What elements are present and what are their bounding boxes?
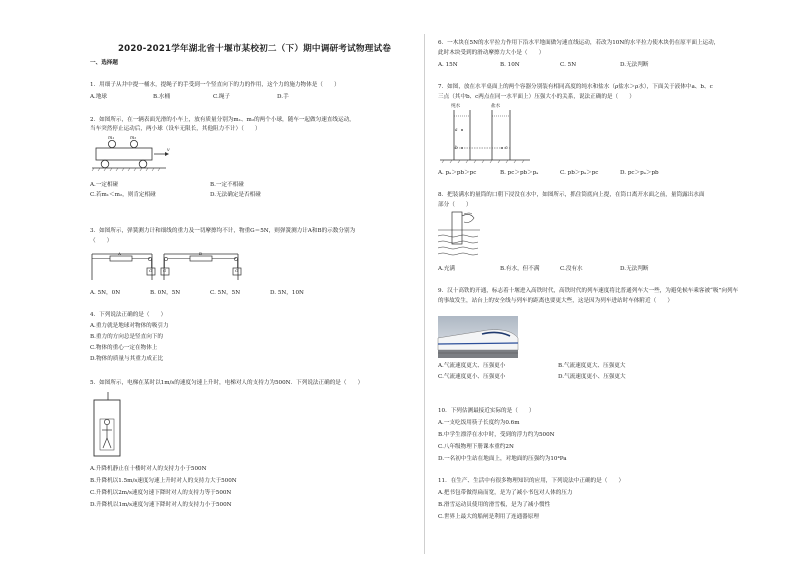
- q7-option-a: A. pₐ＞pb＞pc: [438, 170, 477, 176]
- column-divider: [424, 34, 425, 554]
- q5-elevator-diagram: [92, 392, 124, 460]
- q1-option-c: C.绳子: [213, 94, 231, 100]
- q8-option-c: C.没有水: [560, 266, 583, 272]
- q4-option-a: A.重力就是地球对物体的吸引力: [90, 323, 169, 329]
- q2-cart-diagram: [92, 138, 172, 180]
- q7-option-b: B. pc＞pb＞pₐ: [500, 170, 539, 176]
- q11-option-c: C.世界上最大的船闸是利用了连通器原理: [438, 514, 539, 520]
- q8-stem-line2: 部分（ ）: [438, 202, 472, 208]
- q4-option-c: C.物体的重心一定在物体上: [90, 345, 158, 351]
- q6-stem-line2: 此时木块受到的滑动摩擦力大小是（ ）: [438, 50, 545, 56]
- page-title: 2020-2021学年湖北省十堰市某校初二（下）期中调研考试物理试卷: [118, 44, 392, 54]
- q10-option-d: D.一名初中生站在地面上，对地面的压强约为10⁴Pa: [438, 456, 567, 462]
- q10-option-a: A.一支吃饭用筷子长度约为0.6m: [438, 420, 520, 426]
- q3-stem-line2: （ ）: [90, 238, 113, 244]
- q2-option-a: A.一定相碰: [90, 182, 119, 188]
- q3-option-b: B. 0N，5N: [150, 290, 181, 296]
- q7-option-c: C. pb＞pₐ＞pc: [560, 170, 599, 176]
- q3-label-a: A: [118, 251, 121, 256]
- q4-stem: 4．下列说法正确的是（ ）: [90, 312, 167, 318]
- q2-label-v: v: [167, 148, 170, 153]
- q6-option-b: B. 10N: [500, 62, 520, 68]
- q8-option-a: A.充满: [438, 266, 456, 272]
- q8-cylinder-in-water-diagram: [438, 210, 482, 260]
- q3-label-b: B: [199, 251, 202, 256]
- q3-option-d: D. 5N，10N: [270, 290, 304, 296]
- q5-stem: 5．如图所示，电梯在某时以1m/s的速度匀速上升时，电梯对人的支持力为500N．下列说法正确的是（ ）: [90, 380, 364, 386]
- q2-option-d: D.无法确定是否相碰: [210, 192, 261, 198]
- q11-stem: 11．在生产、生活中有很多物理知识的应用，下列说法中正确的是（ ）: [438, 478, 625, 484]
- q1-option-d: D.手: [277, 94, 289, 100]
- q7-label-salt-water: 盐水: [491, 104, 501, 109]
- q8-option-b: B.有水，但不满: [500, 266, 540, 272]
- q9-option-a: A.气流速度更大、压强更小: [438, 363, 506, 369]
- q9-option-b: B.气流速度更大、压强更大: [558, 363, 626, 369]
- q7-label-c: c: [505, 145, 508, 150]
- q3-option-a: A. 5N，0N: [90, 290, 121, 296]
- q10-stem: 10．下列估测最接近实际的是（ ）: [438, 408, 535, 414]
- q5-option-b: B.升降机以1.5m/s速度匀速上升时对人的支持力大于500N: [90, 478, 237, 484]
- q8-stem-line1: 8．把装满水的量筒的口朝下浸没在水中，如图所示，抓住筒底向上提，在筒口离开水面之前，量筒露出水面: [438, 192, 705, 198]
- q4-option-b: B.重力的方向总是竖直向下的: [90, 334, 164, 340]
- section-heading: 一、选择题: [90, 60, 118, 66]
- q2-stem-line2: 当车突然停止运动后，两小球（设车无限长，其他阻力不计）（ ）: [90, 126, 261, 132]
- q7-label-b: b: [455, 145, 458, 150]
- q1-option-a: A.地球: [90, 94, 108, 100]
- q9-stem-line2: 的事故发生，站台上的安全线与列车的距离也要更大些，这是因为列车进站时车体附近（ ）: [438, 298, 673, 304]
- q3-label-g3: G: [235, 268, 239, 273]
- q10-option-b: B.中学生漂浮在水中时，受到的浮力约为500N: [438, 432, 555, 438]
- q7-label-pure-water: 纯水: [451, 104, 461, 109]
- q2-label-m1: m₁: [108, 136, 115, 141]
- q2-option-c: C.若m₁＜m₂，则肯定相碰: [90, 192, 156, 198]
- q5-option-a: A.升降机静止在十楼时对人的支持力小于500N: [90, 466, 207, 472]
- q6-option-d: D.无法判断: [620, 62, 649, 68]
- q10-option-c: C.八年级物理下册课本重约2N: [438, 444, 514, 450]
- q3-label-g2: G: [163, 268, 167, 273]
- q4-option-d: D.物体的质量与其重力成正比: [90, 356, 164, 362]
- q11-option-a: A.把书包带做得扁而宽，是为了减小书包对人体的压力: [438, 490, 573, 496]
- q5-option-c: C.升降机以2m/s速度匀速下降时对人的支持力等于500N: [90, 490, 232, 496]
- q6-stem-line1: 6．一木块在5N的水平拉力作用下沿水平地面做匀速直线运动，若改为10N的水平拉力使木块仍在原平面上运动，: [438, 40, 720, 46]
- q7-label-a: a: [455, 127, 458, 132]
- q3-label-g1: G: [149, 268, 153, 273]
- q2-label-m2: m₂: [130, 136, 137, 141]
- q5-option-d: D.升降机以1m/s速度匀速下降时对人的支持力小于500N: [90, 502, 232, 508]
- q9-option-c: C.气流速度更小、压强更小: [438, 374, 506, 380]
- q6-option-a: A. 15N: [438, 62, 458, 68]
- q9-stem-line1: 9．汉十高铁的开通，标志着十堰进入高铁时代，高铁时代的列车速度将比普通列车大一些，为避免候车乘客被“吸”向列车: [438, 288, 739, 294]
- q2-option-b: B.一定不相碰: [210, 182, 244, 188]
- q7-containers-diagram: [440, 104, 532, 168]
- q7-option-d: D. pc＞pₐ＞pb: [620, 170, 659, 176]
- q1-option-b: B.水桶: [153, 94, 171, 100]
- q7-stem-line2: 三点（其中b、c两点在同一水平面上）压强大小的关系，说法正确的是（ ）: [438, 94, 635, 100]
- q1-stem: 1．用细子从井中提一桶水，提绳子的手受到一个竖直向下的力的作用，这个力的施力物体是（ ）: [90, 82, 340, 88]
- q8-option-d: D.无法判断: [620, 266, 649, 272]
- q2-stem-line1: 2．如图所示，在一辆表面光滑的小车上，放有质量分别为m₁、m₂的两个小球，随车一起做匀速直线运动，: [90, 117, 355, 123]
- q9-bullet-train-photo: [438, 316, 518, 358]
- q3-option-c: C. 5N，5N: [210, 290, 241, 296]
- q6-option-c: C. 5N: [560, 62, 577, 68]
- q9-option-d: D.气流速度更小、压强更大: [558, 374, 626, 380]
- q11-option-b: B.滑雪运动员使用的滑雪板，是为了减小惯性: [438, 502, 551, 508]
- q3-stem-line1: 3．如图所示，弹簧测力计和细线的重力及一切摩擦均不计，物重G＝5N，则弹簧测力计A和B的示数分别为: [90, 228, 356, 234]
- q7-stem-line1: 7．如图，放在水平桌面上的两个容器分别装有相同高度的纯水和盐水（ρ盐水＞ρ水），下面关于液体中a、b、c: [438, 84, 713, 90]
